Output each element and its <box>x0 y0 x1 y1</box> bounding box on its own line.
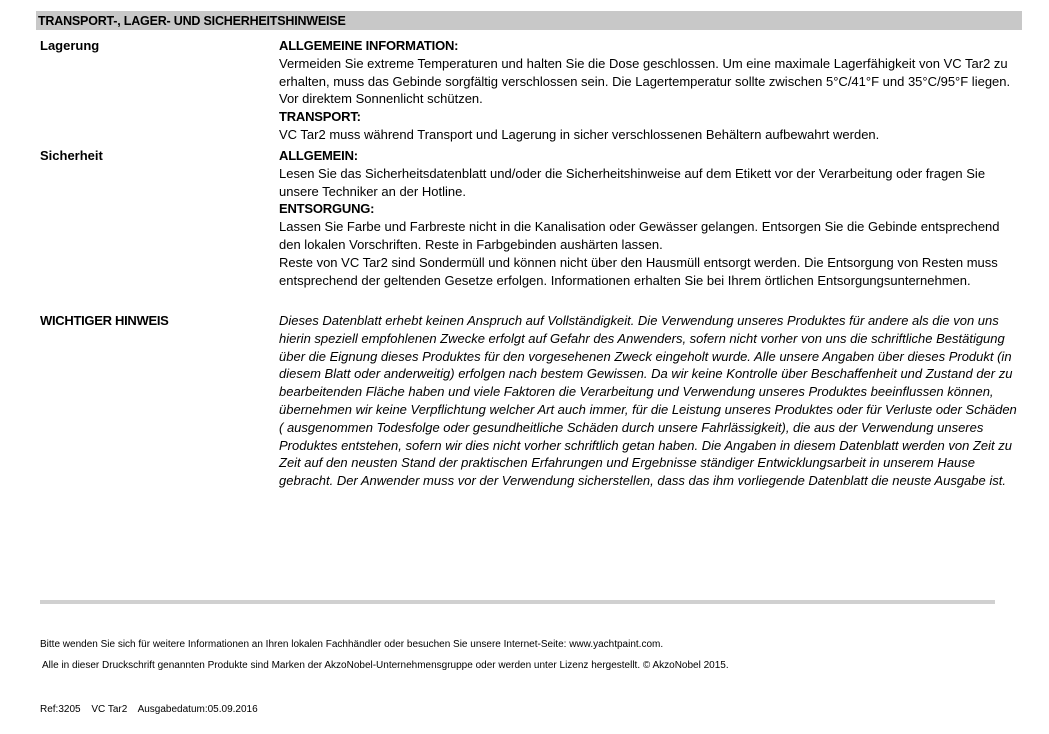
text-transport: VC Tar2 muss während Transport und Lagerung in sicher verschlossenen Behältern aufbewahrt werden. <box>279 126 880 142</box>
subheading-allgemeine-information: ALLGEMEINE INFORMATION: <box>279 38 459 53</box>
subheading-entsorgung: ENTSORGUNG: <box>279 201 375 217</box>
text-entsorgung-1: Lassen Sie Farbe und Farbreste nicht in die Kanalisation oder Gewässer gelangen. Entsorgen Sie die Gebinde entsprechend den lokalen Vorschriften. Reste in Farbgebinden aushärten lassen. <box>279 219 1000 252</box>
subheading-allgemein: ALLGEMEIN: <box>279 148 358 163</box>
row-content-lagerung <box>279 37 1024 144</box>
row-content-wichtiger-hinweis <box>279 312 1024 490</box>
row-label-wichtiger-hinweis: WICHTIGER HINWEIS <box>40 313 169 328</box>
footer-ref: Ref:3205 <box>40 704 81 715</box>
footer-product: VC Tar2 <box>91 704 128 715</box>
row-label-sicherheit: Sicherheit <box>40 148 103 163</box>
text-lagerung-allgemein: Vermeiden Sie extreme Temperaturen und halten Sie die Dose geschlossen. Um eine maximale Lagerfähigkeit von VC Tar2 zu erhalten, muss das Gebinde sorgfältig verschlossen sein. Die Lagertemperatur sollte zwischen 5°C/41°F und 35°C/95°F liegen. Vor direktem Sonnenlicht schützen. <box>279 55 1011 107</box>
text-wichtiger-hinweis: Dieses Datenblatt erhebt keinen Anspruch auf Vollständigkeit. Die Verwendung unseres Produktes für andere als die von uns hierin speziell empfohlenen Zwecke erfolgt auf Gefahr des Anwenders, sofern nicht vorher von uns die schriftliche Bestätigung über die Eignung dieses Produktes für den vorgesehenen Zweck eingeholt wurde. Alle unsere Angaben über dieses Produkt (in diesem Blatt oder anderweitig) erfolgen nach bestem Gewissen. Da wir keine Kontrolle über Beschaffenheit und Zustand der zu bearbeitenden Fläche haben und viele Faktoren die Verarbeitung und Verwendung unseres Produktes beeinflussen können, übernehmen wir keine Verpflichtung welcher Art auch immer, für die Leistung unseres Produktes oder für Verluste oder Schäden ( ausgenommen Todesfolge oder gesundheitliche Schäden durch unsere Fahrlässigkeit), die aus der Verwendung unseres Produktes entstehen, sofern wir dies nicht vorher schriftlich getan haben. Die Angaben in diesem Datenblatt werden von Zeit zu Zeit auf den neusten Stand der praktischen Erfahrungen und Ergebnisse ständiger Entwicklungsarbeit in unserem Hause gebracht. Der Anwender muss vor der Verwendung sicherstellen, dass das ihm vorliegende Datenblatt die neuste Ausgabe ist. <box>279 313 1017 489</box>
footer-info: Bitte wenden Sie sich für weitere Informationen an Ihren lokalen Fachhändler oder besuchen Sie unsere Internet-Seite: www.yachtpaint.com. <box>40 639 664 650</box>
footer-reference <box>40 704 258 716</box>
row-content-sicherheit <box>279 147 1024 289</box>
section-header: TRANSPORT-, LAGER- UND SICHERHEITSHINWEISE <box>36 11 1022 30</box>
footer-divider <box>40 600 995 604</box>
text-sicherheit-allgemein: Lesen Sie das Sicherheitsdatenblatt und/oder die Sicherheitshinweise auf dem Etikett vor der Verarbeitung oder fragen Sie unsere Techniker an der Hotline. <box>279 165 986 199</box>
footer-trademark: Alle in dieser Druckschrift genannten Produkte sind Marken der AkzoNobel-Unternehmensgruppe oder werden unter Lizenz hergestellt. © AkzoNobel 2015. <box>42 660 729 671</box>
footer-date: Ausgabedatum:05.09.2016 <box>137 704 258 715</box>
subheading-transport: TRANSPORT: <box>279 109 361 125</box>
row-label-lagerung: Lagerung <box>40 38 100 53</box>
text-entsorgung-2: Reste von VC Tar2 sind Sondermüll und können nicht über den Hausmüll entsorgt werden. Die Entsorgung von Resten muss entsprechend der geltenden Gesetze erfolgen. Informationen erhalten Sie bei Ihrem örtlichen Entsorgungsunternehmen. <box>279 254 998 288</box>
